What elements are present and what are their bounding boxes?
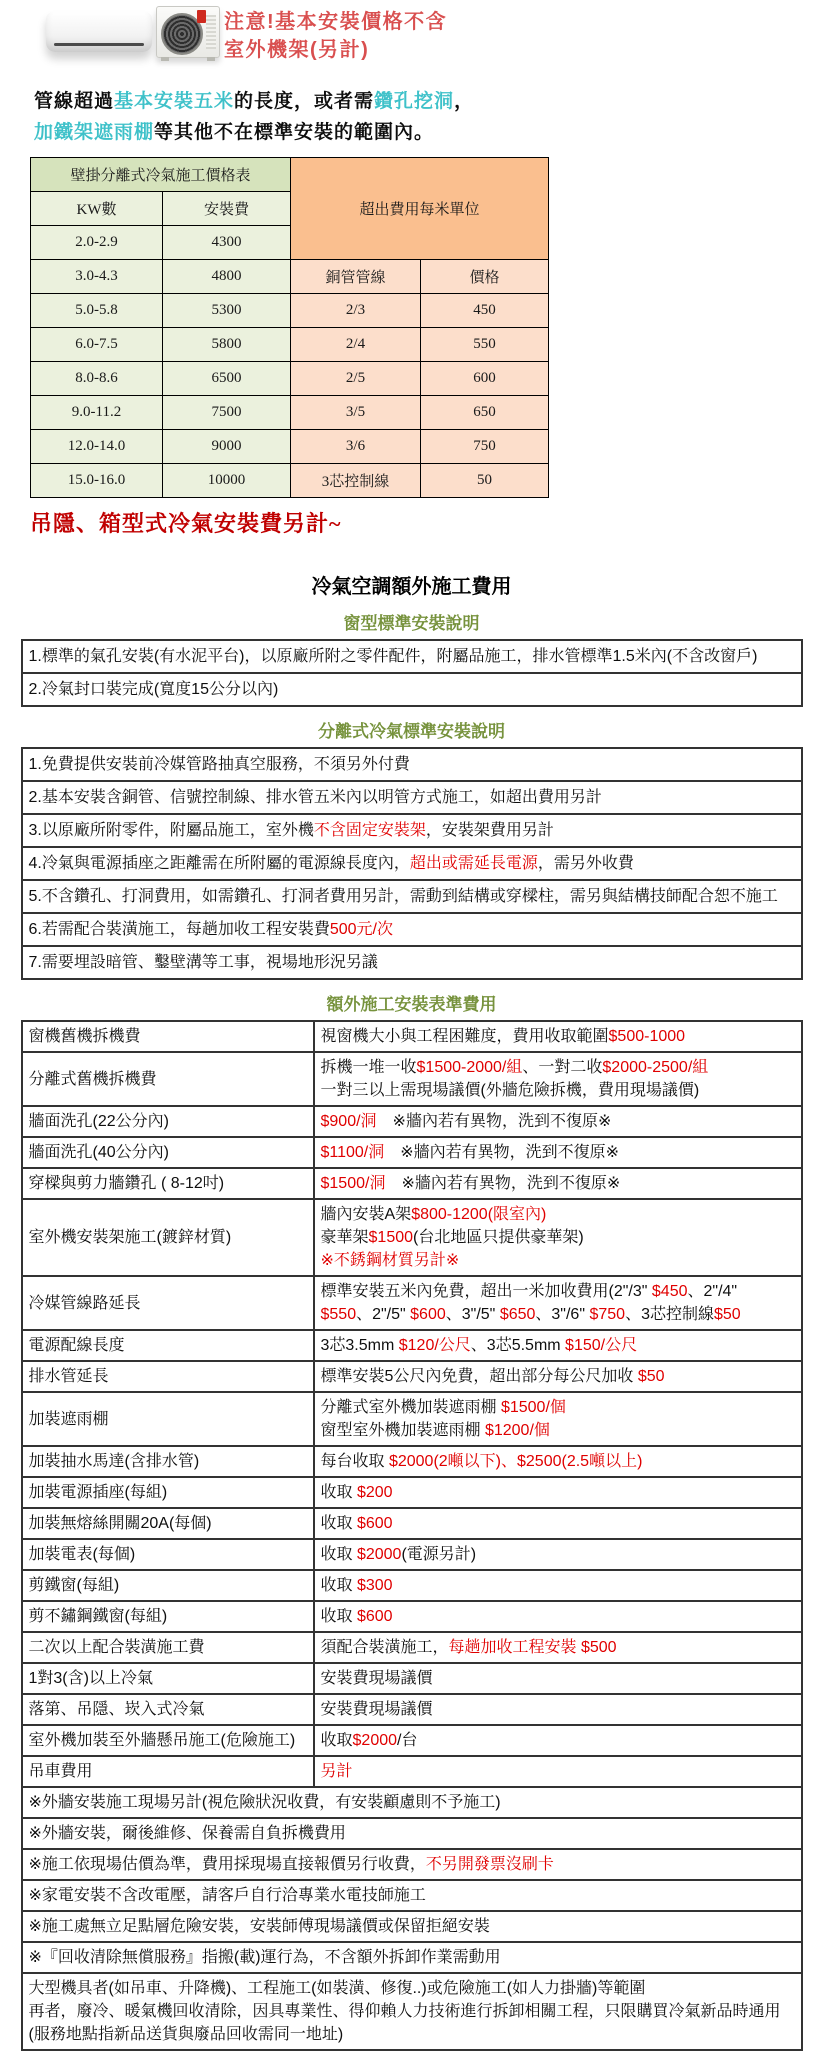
fee-value-cell (314, 1725, 802, 1756)
text-segment: 安裝費現場議價 (320, 1701, 433, 1718)
fee-label-cell: 剪鐵窗(每組) (22, 1570, 314, 1601)
text-segment: 、2"/4" (687, 1283, 738, 1300)
fee-value-line (321, 1249, 795, 1272)
note-row (22, 1787, 802, 1818)
note-row (22, 1911, 802, 1942)
fee-label-cell: 牆面洗孔(22公分內) (22, 1106, 314, 1137)
text-segment: 加鐵架遮雨棚 (34, 122, 155, 143)
fee-value-line (321, 1698, 795, 1721)
pipe-header-cell: 價格 (421, 260, 549, 294)
kw-data-cell: 4800 (163, 260, 291, 294)
page-header (0, 0, 823, 74)
text-segment: (電源另計) (401, 1546, 477, 1563)
text-segment: $750 (589, 1306, 626, 1323)
rule-cell (22, 880, 802, 913)
text-segment: $2000 (356, 1546, 402, 1563)
pipe-data-cell: 550 (421, 328, 549, 362)
fee-value-line (321, 1419, 795, 1442)
text-segment: $200 (356, 1484, 393, 1501)
price-table (30, 157, 549, 498)
pipe-data-cell: 600 (421, 362, 549, 396)
fee-label-cell: 加裝無熔絲開關20A(每個) (22, 1508, 314, 1539)
pipe-data-cell: 3/5 (291, 396, 421, 430)
text-segment: ※外牆安裝，爾後維修、保養需自負拆機費用 (28, 1825, 346, 1842)
rule-cell (22, 781, 802, 814)
text-segment: 拆機一堆一收 (320, 1059, 417, 1076)
text-segment: 超出或需延長電源 (409, 855, 538, 872)
kw-data-cell: 15.0-16.0 (31, 464, 163, 498)
fee-value-cell (314, 1663, 802, 1694)
note-cell (22, 1911, 802, 1942)
kw-data-cell: 10000 (163, 464, 291, 498)
fee-label-cell: 1對3(含)以上冷氣 (22, 1663, 314, 1694)
text-segment: 標準安裝5公尺內免費，超出部分每公尺加收 (320, 1368, 638, 1385)
note-row (22, 1942, 802, 1973)
text-segment: ※不銹鋼材質另計※ (320, 1252, 460, 1269)
rule-cell (22, 640, 802, 673)
text-segment: 3.以原廠所附零件，附屬品施工，室外機 (28, 822, 314, 839)
fee-value-line (321, 1481, 795, 1504)
text-segment: $300 (356, 1577, 393, 1594)
pipe-data-cell: 450 (421, 294, 549, 328)
fee-value-line (321, 1574, 795, 1597)
kw-data-cell: 2.0-2.9 (31, 226, 163, 260)
text-segment: 2.冷氣封口裝完成(寬度15公分以內) (28, 681, 279, 698)
footer-cell (22, 1973, 802, 2050)
text-segment: 視窗機大小與工程困難度，費用收取範圍 (320, 1028, 609, 1045)
price-table-row (31, 294, 549, 328)
rule-row (22, 913, 802, 946)
kw-data-cell: 6.0-7.5 (31, 328, 163, 362)
fee-value-cell (314, 1137, 802, 1168)
fee-value-line (321, 1543, 795, 1566)
unit-foot (161, 57, 169, 61)
pipe-data-cell: 650 (421, 396, 549, 430)
fee-value-cell (314, 1508, 802, 1539)
text-segment: 等其他不在標準安裝的範圍內。 (154, 122, 435, 143)
note-cell (22, 1787, 802, 1818)
fee-value-line (321, 1512, 795, 1535)
rule-row (22, 781, 802, 814)
price-table-row (31, 464, 549, 498)
fee-value-line (321, 1280, 795, 1303)
fee-value-cell (314, 1539, 802, 1570)
fee-value-line (321, 1365, 795, 1388)
brand-badge (197, 10, 206, 23)
text-segment: $50 (637, 1368, 665, 1385)
fee-value-line (321, 1729, 795, 1752)
text-segment: 6.若需配合裝潢施工，每趟加收工程安裝費 (28, 921, 330, 938)
text-segment: 每台收取 (320, 1453, 389, 1470)
fee-value-line (321, 1636, 795, 1659)
kw-data-cell: 6500 (163, 362, 291, 396)
kw-data-cell: 9.0-11.2 (31, 396, 163, 430)
text-segment: ※『回收清除無償服務』指搬(載)運行為，不含額外拆卸作業需動用 (28, 1949, 501, 1966)
footer-line: (服務地點指新品送貨與廢品回收需同一地址) (28, 2026, 344, 2043)
text-segment: 基本安裝五米 (114, 91, 235, 112)
fee-row (22, 1446, 802, 1477)
text-segment: 管線超過 (34, 91, 115, 112)
fee-row (22, 1694, 802, 1725)
text-segment: 豪華架 (320, 1229, 369, 1246)
text-segment: 2.基本安裝含銅管、信號控制線、排水管五米內以明管方式施工，如超出費用另計 (28, 789, 602, 806)
fee-value-line (321, 1056, 795, 1079)
fee-value-line (321, 1303, 795, 1326)
fee-row (22, 1052, 802, 1106)
fee-row (22, 1392, 802, 1446)
rule-row (22, 880, 802, 913)
fee-value-line (321, 1079, 795, 1102)
footer-row (22, 1973, 802, 2050)
pipe-data-cell: 2/5 (291, 362, 421, 396)
text-segment: $2000(2噸以下)、$2500(2.5噸以上) (388, 1453, 643, 1470)
text-segment: 、一對二收 (522, 1059, 603, 1076)
fee-label-cell: 窗機舊機拆機費 (22, 1021, 314, 1052)
text-segment: ，安裝架費用另計 (425, 822, 554, 839)
kw-data-cell: 5300 (163, 294, 291, 328)
text-segment: $2000 (352, 1732, 398, 1749)
text-segment: 不含固定安裝架 (313, 822, 426, 839)
kw-data-cell: 7500 (163, 396, 291, 430)
text-segment: $1500/個 (500, 1399, 566, 1416)
text-segment: 另計 (320, 1763, 353, 1780)
indoor-unit-vent (54, 43, 144, 46)
text-segment: $600 (356, 1608, 393, 1625)
fee-row (22, 1276, 802, 1330)
text-segment: 3芯3.5mm (320, 1337, 399, 1354)
text-segment: $1200/個 (484, 1422, 550, 1439)
fee-value-cell (314, 1446, 802, 1477)
text-segment: ※家電安裝不含改電壓，請客戶自行洽專業水電技師施工 (28, 1887, 426, 1904)
pipe-data-cell: 2/3 (291, 294, 421, 328)
intro-line-2 (34, 117, 823, 148)
text-segment: 7.需要埋設暗管、鑿壁溝等工事，視場地形況另議 (28, 954, 378, 971)
fee-value-cell (314, 1330, 802, 1361)
rule-cell (22, 814, 802, 847)
column-header-cell: KW數 (31, 192, 163, 226)
price-table-title-cell: 壁掛分離式冷氣施工價格表 (31, 158, 291, 192)
fee-value-cell (314, 1392, 802, 1446)
text-segment: 4.冷氣與電源插座之距離需在所附屬的電源線長度內， (28, 855, 410, 872)
fee-value-cell (314, 1168, 802, 1199)
excess-fee-header-cell: 超出費用每米單位 (291, 158, 549, 260)
text-segment: $450 (651, 1283, 688, 1300)
text-segment: $2000-2500/組 (602, 1059, 709, 1076)
price-table-row (31, 396, 549, 430)
text-segment: $1100/洞 (320, 1144, 385, 1161)
text-segment: 5.不含鑽孔、打洞費用，如需鑽孔、打洞者費用另計，需動到結構或穿樑柱，需另與結構技師配合恕不施工 (28, 888, 778, 905)
kw-data-cell: 4300 (163, 226, 291, 260)
split-type-subheading: 分離式冷氣標準安裝說明 (318, 722, 505, 741)
note-cell (22, 1942, 802, 1973)
fee-value-line (321, 1396, 795, 1419)
price-table-row (31, 430, 549, 464)
fee-row (22, 1508, 802, 1539)
fee-row (22, 1106, 802, 1137)
text-segment: 、2"/5" (356, 1306, 411, 1323)
text-segment: ※牆內若有異物，洗到不復原※ (385, 1175, 621, 1192)
pipe-data-cell: 750 (421, 430, 549, 464)
text-segment: 、3芯控制線 (625, 1306, 714, 1323)
fee-value-cell (314, 1756, 802, 1787)
text-segment: ，需另外收費 (537, 855, 634, 872)
text-segment: ※牆內若有異物，洗到不復原※ (376, 1113, 612, 1130)
text-segment: 、3芯5.5mm (470, 1337, 566, 1354)
text-segment: 標準安裝五米內免費，超出一米加收費用(2"/3" (320, 1283, 652, 1300)
text-segment: 不另開發票沒刷卡 (425, 1856, 554, 1873)
extra-fees-table (21, 1020, 803, 2051)
text-segment: 收取 (320, 1546, 357, 1563)
window-type-subheading: 窗型標準安裝說明 (343, 614, 480, 633)
fee-value-cell (314, 1021, 802, 1052)
fee-label-cell: 穿樑與剪力牆鑽孔 ( 8-12吋) (22, 1168, 314, 1199)
text-segment: 、3"/5" (445, 1306, 500, 1323)
fee-value-line (321, 1667, 795, 1690)
fee-label-cell: 二次以上配合裝潢施工費 (22, 1632, 314, 1663)
rule-row (22, 748, 802, 781)
fee-value-line (321, 1203, 795, 1226)
fee-value-cell (314, 1570, 802, 1601)
rule-cell (22, 748, 802, 781)
text-segment: 分離式室外機加裝遮雨棚 (320, 1399, 501, 1416)
fee-value-line (321, 1025, 795, 1048)
text-segment: ※外牆安裝施工現場另計(視危險狀況收費，有安裝顧慮則不予施工) (28, 1794, 501, 1811)
fee-value-line (321, 1172, 795, 1195)
footer-line: 大型機具者(如吊車、升降機)、工程施工(如裝潢、修復..)或危險施工(如人力掛牆)等範圍 (28, 1980, 646, 1997)
fee-row (22, 1601, 802, 1632)
fee-value-line (321, 1450, 795, 1473)
rule-cell (22, 673, 802, 706)
fee-value-line (321, 1334, 795, 1357)
price-table-row (31, 328, 549, 362)
fee-value-line (321, 1110, 795, 1133)
fee-row (22, 1539, 802, 1570)
kw-data-cell: 5800 (163, 328, 291, 362)
text-segment: /台 (397, 1732, 418, 1749)
note-row (22, 1849, 802, 1880)
fee-value-cell (314, 1199, 802, 1276)
fee-label-cell: 分離式舊機拆機費 (22, 1052, 314, 1106)
outdoor-unit-image (156, 6, 220, 58)
fee-value-cell (314, 1601, 802, 1632)
text-segment: $550 (320, 1306, 357, 1323)
text-segment: 須配合裝潢施工， (320, 1639, 449, 1656)
rule-row (22, 946, 802, 979)
kw-data-cell: 3.0-4.3 (31, 260, 163, 294)
fee-value-cell (314, 1361, 802, 1392)
pipe-data-cell: 2/4 (291, 328, 421, 362)
pipe-header-cell: 銅管管線 (291, 260, 421, 294)
notice-line-1: 注意!基本安裝價格不含 (224, 11, 448, 33)
extra-fees-title: 冷氣空調額外施工費用 (311, 576, 512, 598)
fee-label-cell: 排水管延長 (22, 1361, 314, 1392)
text-segment: 、3"/6" (535, 1306, 590, 1323)
price-table-row (31, 260, 549, 294)
note-cell (22, 1849, 802, 1880)
text-segment: $500-1000 (608, 1028, 686, 1045)
notice-line-2: 室外機架(另計) (224, 39, 370, 61)
note-cell (22, 1880, 802, 1911)
pipe-data-cell: 3/6 (291, 430, 421, 464)
fee-value-cell (314, 1694, 802, 1725)
rule-cell (22, 847, 802, 880)
fee-label-cell: 加裝抽水馬達(含排水管) (22, 1446, 314, 1477)
text-segment: ※施工依現場估價為準，費用採現場直接報價另行收費， (28, 1856, 426, 1873)
text-segment: $50 (713, 1306, 741, 1323)
fee-label-cell: 加裝遮雨棚 (22, 1392, 314, 1446)
fee-value-cell (314, 1106, 802, 1137)
price-table-row (31, 362, 549, 396)
text-segment: 收取 (320, 1732, 353, 1749)
fee-label-cell: 吊車費用 (22, 1756, 314, 1787)
text-segment: 牆內安裝A架 (320, 1206, 412, 1223)
fee-row (22, 1199, 802, 1276)
text-segment: 收取 (320, 1484, 357, 1501)
fee-label-cell: 剪不鏽鋼鐵窗(每組) (22, 1601, 314, 1632)
pipe-data-cell: 3芯控制線 (291, 464, 421, 498)
text-segment: 收取 (320, 1577, 357, 1594)
text-segment: $150/公尺 (565, 1337, 638, 1354)
column-header-cell: 安裝費 (163, 192, 291, 226)
text-segment: $600 (356, 1515, 393, 1532)
rule-row (22, 814, 802, 847)
kw-data-cell: 8.0-8.6 (31, 362, 163, 396)
fee-value-cell (314, 1052, 802, 1106)
text-segment: 1.免費提供安裝前冷媒管路抽真空服務，不須另外付費 (28, 756, 410, 773)
text-segment: (台北地區只提供豪華架) (413, 1229, 584, 1246)
indoor-unit-image (46, 12, 152, 52)
text-segment: ※施工處無立足點層危險安裝，安裝師傅現場議價或保留拒絕安裝 (28, 1918, 490, 1935)
fee-label-cell: 加裝電源插座(每組) (22, 1477, 314, 1508)
intro-line-1 (34, 86, 823, 117)
text-segment: 一對三以上需現場議價(外牆危險拆機，費用現場議價) (320, 1082, 700, 1099)
text-segment: 收取 (320, 1608, 357, 1625)
text-segment: 收取 (320, 1515, 357, 1532)
footer-line: 再者，廢冷、暖氣機回收清除，因具專業性、得仰賴人力技術進行拆卸相關工程，只限購買冷氣新品時通用 (28, 2003, 781, 2020)
text-segment: 鑽孔挖洞 (374, 91, 455, 112)
text-segment: 每趟加收工程安裝 $500 (448, 1639, 617, 1656)
fee-row (22, 1330, 802, 1361)
fee-row (22, 1663, 802, 1694)
text-segment: $120/公尺 (398, 1337, 471, 1354)
fee-value-line (321, 1605, 795, 1628)
text-segment: $800-1200(限室內) (411, 1206, 547, 1223)
text-segment: $600 (410, 1306, 446, 1323)
note-row (22, 1818, 802, 1849)
text-segment: 窗型室外機加裝遮雨棚 (320, 1422, 485, 1439)
fee-value-cell (314, 1276, 802, 1330)
fee-row (22, 1361, 802, 1392)
kw-data-cell: 9000 (163, 430, 291, 464)
text-segment: $1500-2000/組 (416, 1059, 523, 1076)
text-segment: ※牆內若有異物，洗到不復原※ (384, 1144, 620, 1161)
text-segment: 500元/次 (329, 921, 394, 938)
unit-foot (207, 57, 215, 61)
standard-fees-subheading: 額外施工安裝表準費用 (326, 995, 497, 1014)
fee-value-line (321, 1760, 795, 1783)
note-cell (22, 1818, 802, 1849)
hanging-box-type-note: 吊隱、箱型式冷氣安裝費另計~ (30, 511, 342, 536)
rule-cell (22, 946, 802, 979)
fee-row (22, 1477, 802, 1508)
fee-value-cell (314, 1477, 802, 1508)
rule-row (22, 847, 802, 880)
window-rules-table (21, 639, 803, 707)
text-segment: $1500/洞 (320, 1175, 386, 1192)
rule-row (22, 640, 802, 673)
fee-row (22, 1570, 802, 1601)
text-segment: 1.標準的氣孔安裝(有水泥平台)，以原廠所附之零件配件，附屬品施工，排水管標準1.5米內(不含改窗戶) (28, 648, 758, 665)
kw-data-cell: 12.0-14.0 (31, 430, 163, 464)
fee-value-line (321, 1141, 795, 1164)
text-segment: 的長度，或者需 (234, 91, 375, 112)
fee-value-cell (314, 1632, 802, 1663)
fee-label-cell: 牆面洗孔(40公分內) (22, 1137, 314, 1168)
text-segment: ， (454, 91, 475, 112)
fee-label-cell: 室外機加裝至外牆懸吊施工(危險施工) (22, 1725, 314, 1756)
price-table-row (31, 158, 549, 192)
installation-notice (224, 8, 447, 64)
split-rules-table (21, 747, 803, 980)
fee-label-cell: 電源配線長度 (22, 1330, 314, 1361)
fee-value-line (321, 1226, 795, 1249)
text-segment: $1500 (368, 1229, 414, 1246)
fee-row (22, 1168, 802, 1199)
rule-row (22, 673, 802, 706)
kw-data-cell: 5.0-5.8 (31, 294, 163, 328)
fee-row (22, 1756, 802, 1787)
fee-row (22, 1725, 802, 1756)
rule-cell (22, 913, 802, 946)
fee-label-cell: 室外機安裝架施工(鍍鋅材質) (22, 1199, 314, 1276)
note-row (22, 1880, 802, 1911)
pipe-data-cell: 50 (421, 464, 549, 498)
fee-label-cell: 冷媒管線路延長 (22, 1276, 314, 1330)
fee-row (22, 1632, 802, 1663)
text-segment: $650 (499, 1306, 536, 1323)
fee-row (22, 1021, 802, 1052)
fee-label-cell: 落第、吊隱、崁入式冷氣 (22, 1694, 314, 1725)
fee-row (22, 1137, 802, 1168)
fee-label-cell: 加裝電表(每個) (22, 1539, 314, 1570)
text-segment: 安裝費現場議價 (320, 1670, 433, 1687)
text-segment: $900/洞 (320, 1113, 377, 1130)
outdoor-unit-vents (206, 15, 216, 49)
intro-paragraph (34, 86, 823, 148)
